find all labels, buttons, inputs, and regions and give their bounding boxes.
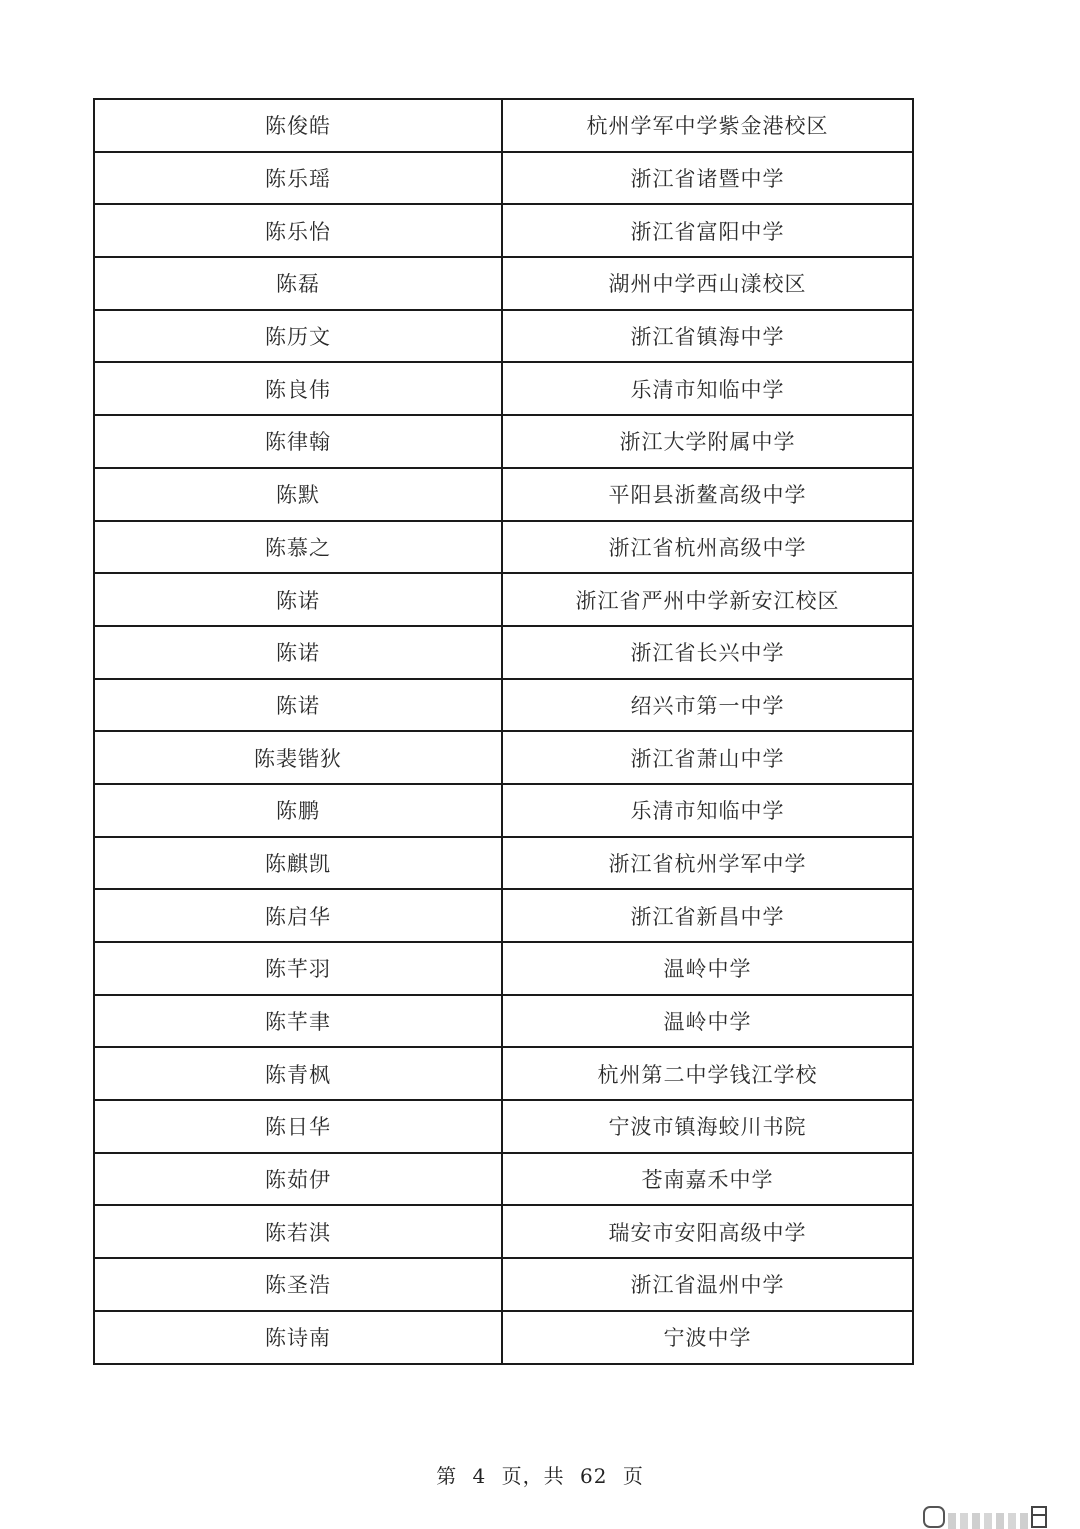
school-name-cell: 浙江省萧山中学: [502, 731, 913, 784]
student-name-cell: 陈俊皓: [94, 99, 502, 152]
table-row: [94, 152, 913, 205]
table-row: [94, 1258, 913, 1311]
student-name-cell: 陈历文: [94, 310, 502, 363]
school-name-cell: 苍南嘉禾中学: [502, 1153, 913, 1206]
student-name-cell: 陈芊羽: [94, 942, 502, 995]
table-row: [94, 995, 913, 1048]
student-name-cell: 陈乐瑶: [94, 152, 502, 205]
student-name-cell: 陈良伟: [94, 362, 502, 415]
school-name-cell: 温岭中学: [502, 995, 913, 1048]
school-name-cell: 浙江省长兴中学: [502, 626, 913, 679]
student-name-cell: 陈裴锴狄: [94, 731, 502, 784]
student-name-cell: 陈若淇: [94, 1205, 502, 1258]
current-page-number: 4: [472, 1464, 487, 1488]
school-name-cell: 乐清市知临中学: [502, 784, 913, 837]
table-row: [94, 1153, 913, 1206]
total-page-number: 62: [580, 1464, 608, 1488]
table-row: [94, 521, 913, 574]
student-name-cell: 陈乐怡: [94, 204, 502, 257]
table-row: [94, 1205, 913, 1258]
table-row: [94, 573, 913, 626]
student-name-cell: 陈日华: [94, 1100, 502, 1153]
school-name-cell: 浙江省诸暨中学: [502, 152, 913, 205]
table-row: [94, 257, 913, 310]
school-name-cell: 浙江省富阳中学: [502, 204, 913, 257]
table-row: [94, 1100, 913, 1153]
table-row: [94, 942, 913, 995]
student-name-cell: 陈鹏: [94, 784, 502, 837]
table-row: [94, 362, 913, 415]
school-name-cell: 宁波市镇海蛟川书院: [502, 1100, 913, 1153]
table-row: [94, 784, 913, 837]
student-name-cell: 陈圣浩: [94, 1258, 502, 1311]
footer-middle: 页，共: [501, 1464, 565, 1488]
school-name-cell: 浙江省杭州学军中学: [502, 837, 913, 890]
school-name-cell: 浙江省镇海中学: [502, 310, 913, 363]
school-name-cell: 浙江大学附属中学: [502, 415, 913, 468]
table-row: [94, 1311, 913, 1364]
table-row: [94, 415, 913, 468]
student-name-cell: 陈青枫: [94, 1047, 502, 1100]
page-footer: [0, 1460, 1080, 1489]
student-name-cell: 陈诗南: [94, 1311, 502, 1364]
student-name-cell: 陈诺: [94, 573, 502, 626]
student-name-cell: 陈默: [94, 468, 502, 521]
school-name-cell: 宁波中学: [502, 1311, 913, 1364]
school-name-cell: 浙江省新昌中学: [502, 889, 913, 942]
school-name-cell: 瑞安市安阳高级中学: [502, 1205, 913, 1258]
table-row: [94, 204, 913, 257]
school-name-cell: 平阳县浙鳌高级中学: [502, 468, 913, 521]
table-row: [94, 626, 913, 679]
table-row: [94, 837, 913, 890]
student-name-cell: 陈启华: [94, 889, 502, 942]
school-name-cell: 湖州中学西山漾校区: [502, 257, 913, 310]
student-name-cell: 陈磊: [94, 257, 502, 310]
school-name-cell: 乐清市知临中学: [502, 362, 913, 415]
footer-suffix: 页: [622, 1464, 644, 1488]
school-name-cell: 温岭中学: [502, 942, 913, 995]
table-row: [94, 731, 913, 784]
student-name-cell: 陈慕之: [94, 521, 502, 574]
school-name-cell: 浙江省严州中学新安江校区: [502, 573, 913, 626]
table-row: [94, 99, 913, 152]
student-name-cell: 陈诺: [94, 626, 502, 679]
school-name-cell: 杭州第二中学钱江学校: [502, 1047, 913, 1100]
school-name-cell: 浙江省温州中学: [502, 1258, 913, 1311]
student-name-cell: 陈芊聿: [94, 995, 502, 1048]
table-row: [94, 310, 913, 363]
footer-prefix: 第: [436, 1464, 458, 1488]
student-name-cell: 陈诺: [94, 679, 502, 732]
student-name-cell: 陈麒凯: [94, 837, 502, 890]
table-row: [94, 679, 913, 732]
school-name-cell: 浙江省杭州高级中学: [502, 521, 913, 574]
table-body: [94, 99, 913, 1364]
table-row: [94, 1047, 913, 1100]
table-row: [94, 468, 913, 521]
student-school-table: [93, 98, 914, 1365]
viewer-toolbar-icon[interactable]: [922, 1503, 1060, 1529]
table-row: [94, 889, 913, 942]
school-name-cell: 杭州学军中学紫金港校区: [502, 99, 913, 152]
school-name-cell: 绍兴市第一中学: [502, 679, 913, 732]
student-name-cell: 陈茹伊: [94, 1153, 502, 1206]
student-name-cell: 陈律翰: [94, 415, 502, 468]
